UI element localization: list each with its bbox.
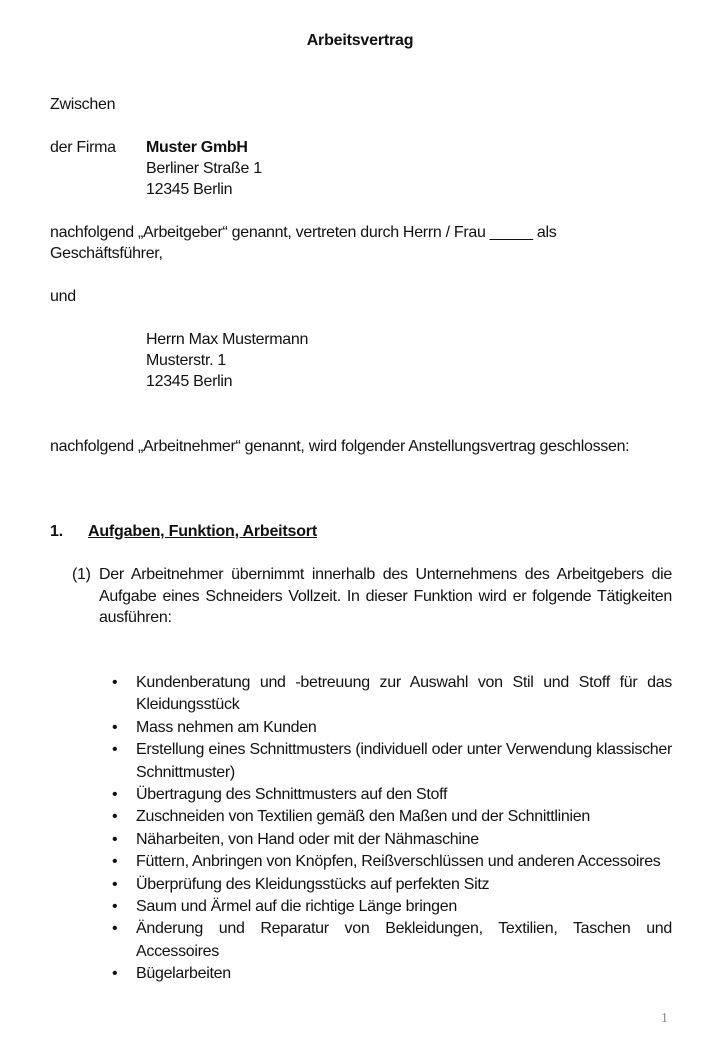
bullet-item <box>110 874 672 896</box>
bullet-dot-icon: • <box>112 875 118 893</box>
bullet-item <box>110 896 672 918</box>
bullet-text: Näharbeiten, von Hand oder mit der Nähmaschine <box>136 830 479 848</box>
bullet-text: Kundenberatung und -betreuung zur Auswahl von Stil und Stoff für das Kleidungsstück <box>136 674 672 714</box>
bullet-dot-icon: • <box>112 965 118 983</box>
employer-clause-line1: nachfolgend „Arbeitgeber“ genannt, vertreten durch Herrn / Frau _____ als <box>50 224 557 241</box>
bullet-item <box>110 717 672 739</box>
employee-street: Musterstr. 1 <box>146 352 226 369</box>
bullet-item <box>110 784 672 806</box>
bullet-dot-icon: • <box>112 853 118 871</box>
bullet-dot-icon: • <box>112 920 118 938</box>
bullet-item <box>110 829 672 851</box>
bullet-text: Saum und Ärmel auf die richtige Länge bringen <box>136 898 457 916</box>
bullet-item <box>110 851 672 873</box>
bullet-dot-icon: • <box>112 718 118 736</box>
bullet-text: Bügelarbeiten <box>136 965 231 983</box>
employer-city: 12345 Berlin <box>146 181 233 198</box>
bullet-dot-icon: • <box>112 808 118 826</box>
and-label: und <box>50 288 76 305</box>
firm-label: der Firma <box>50 139 116 156</box>
bullet-text: Zuschneiden von Textilien gemäß den Maßen und der Schnittlinien <box>136 808 590 826</box>
section-title: Aufgaben, Funktion, Arbeitsort <box>88 523 317 540</box>
employee-city: 12345 Berlin <box>146 373 233 390</box>
between-label: Zwischen <box>50 96 116 113</box>
bullet-dot-icon: • <box>112 741 118 759</box>
paragraph-text: Der Arbeitnehmer übernimmt innerhalb des Unternehmens des Arbeitgebers die Aufgabe eines Schneiders Vollzeit. In dieser Funktion wird er folgende Tätigkeiten ausführen: <box>99 566 672 626</box>
bullet-item <box>110 963 672 985</box>
bullet-text: Überprüfung des Kleidungsstücks auf perfekten Sitz <box>136 875 490 893</box>
bullet-item <box>110 739 672 784</box>
document-title: Arbeitsvertrag <box>306 32 414 49</box>
bullet-dot-icon: • <box>112 898 118 916</box>
paragraph-1 <box>72 564 672 629</box>
task-bullet-list <box>110 672 672 986</box>
section-1-heading <box>50 521 317 542</box>
bullet-dot-icon: • <box>112 674 118 691</box>
bullet-text: Füttern, Anbringen von Knöpfen, Reißverschlüssen und anderen Accessoires <box>136 853 661 871</box>
bullet-dot-icon: • <box>112 830 118 848</box>
bullet-text: Erstellung eines Schnittmusters (individuell oder unter Verwendung klassischer Schnittmuster) <box>136 741 672 781</box>
bullet-item <box>110 806 672 828</box>
bullet-dot-icon: • <box>112 786 118 804</box>
paragraph-number: (1) <box>72 566 91 583</box>
bullet-item <box>110 918 672 963</box>
bullet-text: Änderung und Reparatur von Bekleidungen, Textilien, Taschen und Accessoires <box>136 920 672 960</box>
employer-name: Muster GmbH <box>146 139 248 156</box>
section-number: 1. <box>50 523 63 540</box>
employer-street: Berliner Straße 1 <box>146 160 262 177</box>
page-number: 1 <box>661 1011 668 1026</box>
employer-clause-line2: Geschäftsführer, <box>50 245 163 262</box>
employee-name: Herrn Max Mustermann <box>146 331 309 348</box>
bullet-text: Übertragung des Schnittmusters auf den Stoff <box>136 786 448 804</box>
bullet-text: Mass nehmen am Kunden <box>136 718 317 736</box>
employee-clause: nachfolgend „Arbeitnehmer“ genannt, wird folgender Anstellungsvertrag geschlossen: <box>50 438 630 455</box>
bullet-item <box>110 672 672 717</box>
